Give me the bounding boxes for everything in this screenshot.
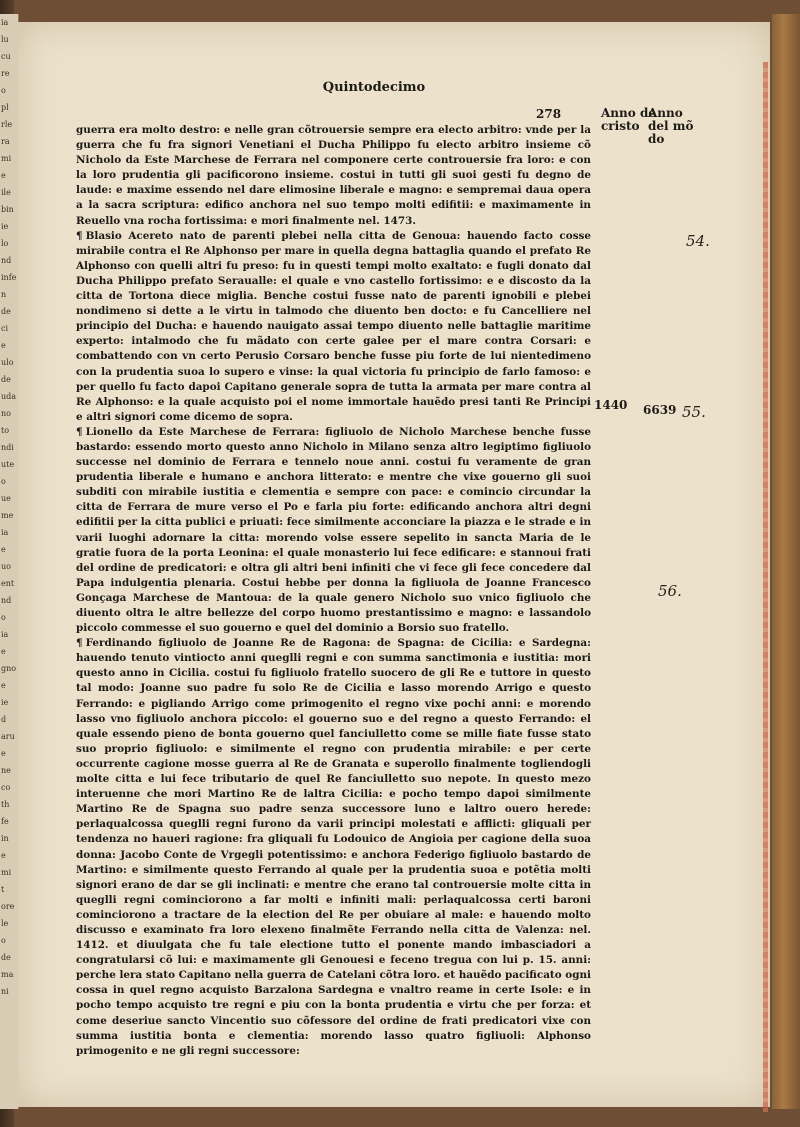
previous-page-fragment: ie [1, 698, 9, 707]
previous-page-fragment: no [1, 409, 11, 418]
previous-page-fragment: e [1, 171, 6, 180]
previous-page-fragment: co [1, 783, 11, 792]
previous-page-fragment: e [1, 341, 6, 350]
previous-page-fragment: ute [1, 460, 15, 469]
previous-page-fragment: ndi [1, 443, 14, 452]
previous-page-fragment: ra [1, 137, 10, 146]
previous-page-fragment: to [1, 426, 10, 435]
previous-page-fragment: t [1, 885, 5, 894]
previous-page-fragment: ne [1, 766, 11, 775]
previous-page-fragment: le [1, 919, 9, 928]
previous-page-fragment: cu [1, 52, 11, 61]
previous-page-fragment: rle [1, 120, 13, 129]
previous-page-fragment: ma [1, 970, 14, 979]
folio-number: 278 [536, 107, 562, 121]
book-cover-edge [772, 14, 800, 1109]
previous-page-fragment: o [1, 86, 6, 95]
previous-page-fragment: mi [1, 154, 12, 163]
previous-page-fragment: e [1, 545, 6, 554]
previous-page-fragment: lu [1, 35, 9, 44]
previous-page-fragment: th [1, 800, 10, 809]
previous-page-fragment: ia [1, 18, 9, 27]
previous-page-fragment: ue [1, 494, 11, 503]
previous-page-fragment: mi [1, 868, 12, 877]
paragraph-ferdinando: ¶ Ferdinando figliuolo de Joanne Re de Ragona: de Spagna: de Cicilia: e Sardegna: hauendo tenuto vintiocto anni queglli regni e con summa sanctimonia e iustitia: mori questo anno in Cicilia. costui fu figliuolo fratello suocero de gli Re e tuttore in questo tal modo: Joanne suo padre fu solo Re de Cicilia e lasso morendo Arrigo e questo Ferrando: e pigliando Arrigo come primogenito el regno vixe pochi anni: e morendo lasso vno figliuolo anchora piccolo: el gouerno suo e del regno a questo Ferrando: el quale essendo pieno de bonta gouerno quel fanciulletto come se mille fiate fusse stato suo proprio figliuolo: e similmente el regno con prudentia mirabile: e per certe occurrente cagione mosse guerra al Re de Granata e superollo finalmente togliendogli molte citta e lui fece tributario de quel Re fanciulletto suo nepote. In questo mezo interuenne che mori Martino Re de laltra Cicilia: e pocho tempo dapoi similmente Martino Re de Spagna suo padre senza successore luno e laltro ouero herede: perlaqualcossa queglli regni furono da varii principi molestati e afflicti: gliquali per tendenza no haueri ragione: fra gliquali fu Lodouico de Angioia per cagione della suoa donna: Jacobo Conte de Vrgegli potentissimo: e anchora Federigo figliuolo bastardo de Martino: e similmente questo Ferrando al quale per la prudentia suoa e potẽtia molti signori erano de dar se gli inclinati: e mentre che erano tal controuersie molte citta in queglli regni cominciorono a far molti e infiniti mali: perlaqualcossa certi baroni cominciorono a tractare de la election del Re per obuiare al male: e hauendo molto discusso e examinato fra loro elexeno finalmẽte Ferrando nella citta de Valenza: nel. 1412. et diuulgata che fu tale electione tutto el ponente mando imbasciadori a congratularsi cõ lui: e maximamente gli Genouesi e feceno tregua con lui p. 15. anni: perche lera stato Capitano nella guerra de Catelani cõtra loro. et hauẽdo pacificato ogni cossa in quel regno acquisto Barzalona Sardegna e vnaltro reame in certe Isole: e in pocho tempo acquisto tre regni e piu con la bonta prudentia e virtu che per forza: et come deseriue sancto Vincentio suo cõfessore del ordine de frati predicatori vixe con summa iustitia bonta e clementia: morendo lasso quatro figliuoli: Alphonso primogenito e ne gli regni successore: [76, 636, 591, 1059]
previous-page-fragment: e [1, 647, 6, 656]
previous-page-fragment: lo [1, 239, 9, 248]
previous-page-edge [0, 14, 19, 1109]
previous-page-fragment: in [1, 834, 9, 843]
main-text-column [76, 123, 591, 1059]
previous-page-fragment: e [1, 851, 6, 860]
margin-year-anno-mondo: 6639 [643, 403, 677, 417]
previous-page-fragment: o [1, 613, 6, 622]
previous-page-fragment: nd [1, 256, 12, 265]
paragraph-lionello-da-este: ¶ Lionello da Este Marchese de Ferrara: figliuolo de Nicholo Marchese benche fusse bastardo: essendo morto questo anno Nicholo in Milano senza altro legiptimo figliuolo successe nel dominio de Ferrara e tennelo noue anni. costui fu veramente de gran prudentia liberale e humano e anchora litterato: e mentre che vixe gouerno gli suoi subditi con mirabile iustitia e clementia e sempre con pace: e comincio circundar la citta de Ferrara de mure verso el Po e farla piu forte: edificando anchora altri degni edifitii per la citta publici e priuati: fece similmente acconciare la piazza e le strade e in varii luoghi adornare la citta: morendo volse essere sepelito in sancta Maria de le gratie fuora de la porta Leonina: el quale monasterio lui fece edificare: e stannoui frati del ordine de predicatori: e oltra gli altri beni infiniti che vi fece gli fece concedere dal Papa indulgentia plenaria. Costui hebbe per donna la figliuola de Joanne Francesco Gonçaga Marchese de Mantoua: de la quale genero Nicholo suo vnico figliuolo che diuento oltra le altre bellezze del corpo huomo prestantissimo e magno: e lassandolo piccolo commesse el suo gouerno e quel del dominio a Borsio suo fratello. [76, 425, 591, 636]
previous-page-fragment: infe [1, 273, 17, 282]
previous-page-fragment: ia [1, 630, 9, 639]
book-page [18, 22, 770, 1107]
previous-page-fragment: ci [1, 324, 9, 333]
previous-page-fragment: fe [1, 817, 9, 826]
previous-page-fragment: re [1, 69, 10, 78]
previous-page-fragment: gno [1, 664, 17, 673]
previous-page-fragment: n [1, 290, 7, 299]
handwritten-note: 55. [682, 403, 706, 421]
previous-page-fragment: bin [1, 205, 14, 214]
paragraph-blasio-acereto: ¶ Blasio Acereto nato de parenti plebei nella citta de Genoua: hauendo facto cosse mirabile contra el Re Alphonso per mare in quella degna battaglia quando el prefato Re Alphonso con quelli altri fu preso: fu in questi tempi molto exaltato: e fugli donato dal Ducha Philippo prefato Seraualle: el quale e vno castello fortissimo: e e discosto da la citta de Tortona diece miglia. Benche costui fusse nato de parenti ignobili e plebei nondimeno si dette a le virtu in talmodo che diuento ben docto: e fu Cancelliere nel principio del Ducha: e hauendo nauigato assai tempo diuento nelle battaglie maritime experto: intalmodo che fu mãdato con certe galee per el mare contra Corsari: e combattendo con vn certo Perusio Corsaro benche fusse piu forte de lui nientedimeno con la prudentia suoa lo supero e vinse: la qual victoria fu principio de farlo famoso: e per quello fu facto dapoi Capitano generale sopra de tutta la armata per mare contra al Re Alphonso: e la quale acquisto poi el nome immortale hauẽdo presi tanti Re Principi e altri signori come dicemo de sopra. [76, 229, 591, 425]
handwritten-note: 54. [686, 232, 710, 250]
previous-page-fragment: d [1, 715, 7, 724]
previous-page-fragment: ent [1, 579, 15, 588]
previous-page-fragment: me [1, 511, 14, 520]
previous-page-fragment: e [1, 749, 6, 758]
previous-page-fragment: nd [1, 596, 12, 605]
previous-page-fragment: ulo [1, 358, 14, 367]
red-page-edge [763, 62, 768, 1112]
previous-page-fragment: o [1, 477, 6, 486]
column-head-anno-mondo: Anno del mõ do [648, 106, 694, 146]
previous-page-fragment: aru [1, 732, 15, 741]
previous-page-fragment: ore [1, 902, 15, 911]
handwritten-note: 56. [658, 582, 682, 600]
previous-page-fragment: de [1, 307, 11, 316]
paragraph-continuation: guerra era molto destro: e nelle gran cõtrouersie sempre era electo arbitro: vnde per la guerra che fu fra signori Venetiani el Ducha Philippo fu electo arbitro insieme cõ Nicholo da Este Marchese de Ferrara nel componere certe controuersie fra loro: e con la loro prudentia gli pacificorono insieme. costui in tutti gli suoi gesti fu degno de laude: e maxime essendo nel dare elimosine liberale e magno: e sempremai daua opera a la sacra scriptura: edifico anchora nel suo tempo molti edifitii: e maximamente in Reuello vna rocha fortissima: e mori finalmente nel. 1473. [76, 124, 591, 227]
previous-page-fragment: ile [1, 188, 11, 197]
previous-page-fragment: e [1, 681, 6, 690]
previous-page-fragment: de [1, 375, 11, 384]
previous-page-fragment: de [1, 953, 11, 962]
column-head-anno-cristo: Anno de cristo [601, 106, 656, 133]
previous-page-fragment: ie [1, 222, 9, 231]
previous-page-fragment: uda [1, 392, 17, 401]
previous-page-fragment: ni [1, 987, 9, 996]
previous-page-fragment: pl [1, 103, 9, 112]
previous-page-fragment: uo [1, 562, 11, 571]
previous-page-fragment: ia [1, 528, 9, 537]
margin-year-anno-cristo: 1440 [594, 398, 628, 412]
previous-page-fragment: o [1, 936, 6, 945]
running-head: Quintodecimo [322, 80, 426, 95]
